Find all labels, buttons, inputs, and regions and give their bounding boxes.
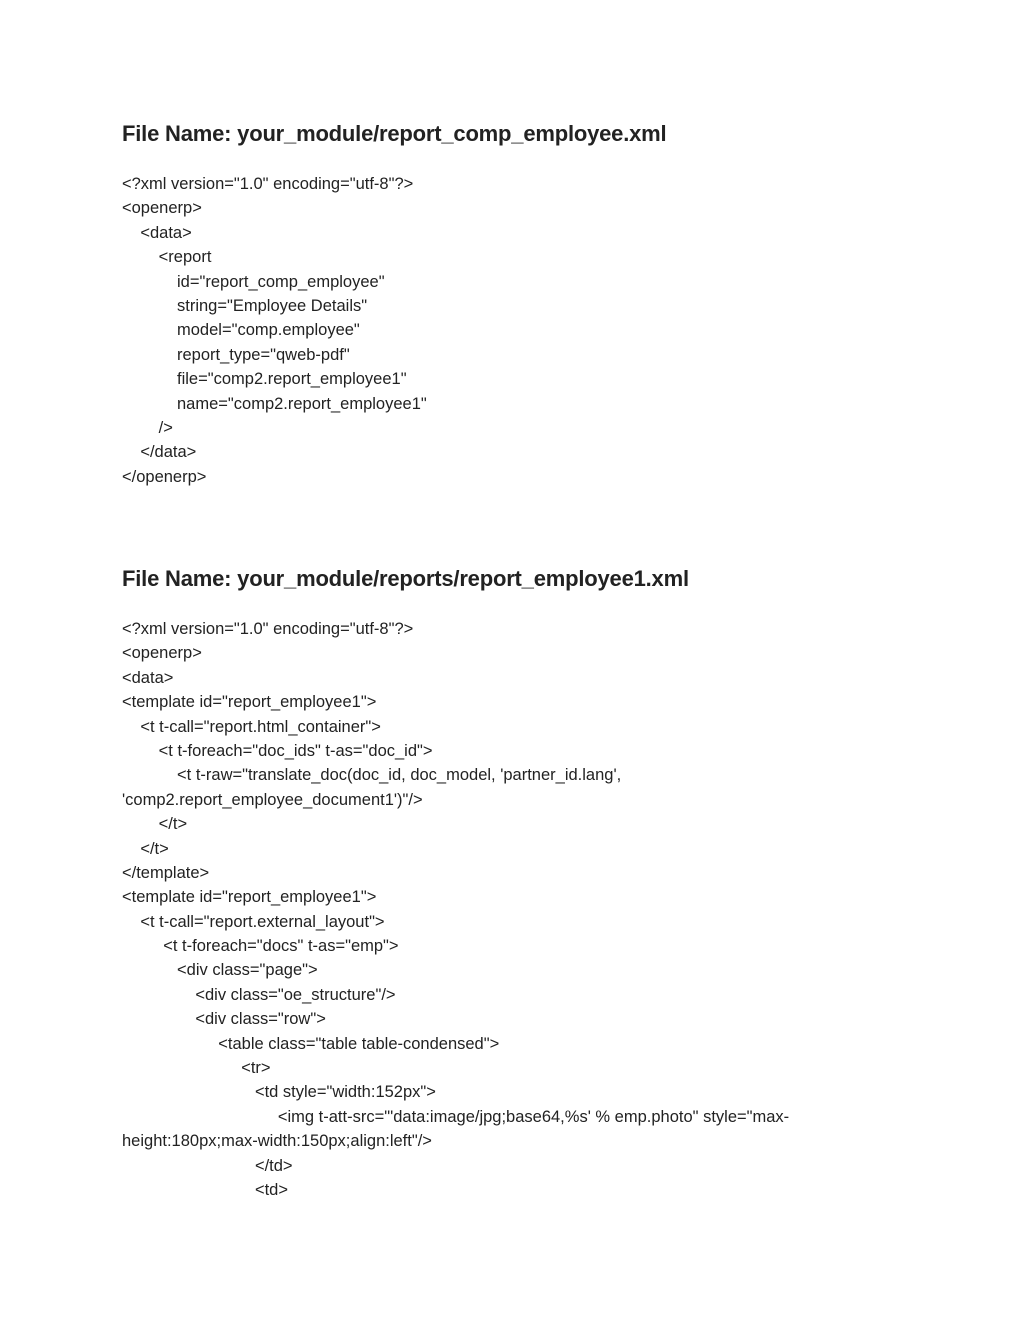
code-line: />	[122, 418, 173, 437]
code-line: <t t-raw="translate_doc(doc_id, doc_model, 'partner_id.lang',	[122, 766, 622, 785]
code-line: <tr>	[122, 1059, 271, 1078]
code-line: height:180px;max-width:150px;align:left"/>	[122, 1132, 432, 1151]
code-line: <table class="table table-condensed">	[122, 1034, 500, 1053]
code-line: <td>	[122, 1180, 288, 1199]
code-line: </td>	[122, 1156, 293, 1175]
code-line: <?xml version="1.0" encoding="utf-8"?>	[122, 620, 414, 638]
code-block	[122, 617, 902, 1202]
code-line: </data>	[122, 443, 197, 462]
code-line: <data>	[122, 223, 192, 242]
code-line: model="comp.employee"	[122, 321, 360, 340]
code-line: <t t-foreach="docs" t-as="emp">	[122, 937, 399, 956]
code-line: file="comp2.report_employee1"	[122, 370, 407, 389]
code-line: <report	[122, 248, 212, 267]
code-line: </template>	[122, 863, 210, 882]
code-line: <img t-att-src="'data:image/jpg;base64,%s' % emp.photo" style="max-	[122, 1107, 790, 1126]
code-line: <t t-call="report.external_layout">	[122, 912, 385, 931]
code-line: <data>	[122, 668, 174, 687]
file-name-heading: File Name: your_module/reports/report_employee1.xml	[122, 566, 689, 591]
code-line: string="Employee Details"	[122, 296, 368, 315]
code-line: <t t-foreach="doc_ids" t-as="doc_id">	[122, 741, 433, 760]
code-line: <td style="width:152px">	[122, 1083, 436, 1102]
code-line: 'comp2.report_employee_document1')"/>	[122, 790, 423, 809]
code-line: </openerp>	[122, 467, 207, 486]
code-line: </t>	[122, 839, 169, 858]
code-line: <div class="page">	[122, 961, 318, 980]
file-name-heading: File Name: your_module/report_comp_employee.xml	[122, 121, 667, 146]
code-line: <t t-call="report.html_container">	[122, 717, 381, 736]
code-line: <openerp>	[122, 199, 202, 218]
code-line: <?xml version="1.0" encoding="utf-8"?>	[122, 175, 414, 193]
code-line: id="report_comp_employee"	[122, 272, 385, 291]
code-line: <div class="oe_structure"/>	[122, 985, 396, 1004]
code-line: <template id="report_employee1">	[122, 888, 377, 907]
file-section-report-employee1	[122, 563, 902, 1202]
code-line: </t>	[122, 815, 188, 834]
code-line: <template id="report_employee1">	[122, 693, 377, 712]
code-block	[122, 172, 902, 489]
code-line: report_type="qweb-pdf"	[122, 345, 350, 364]
file-section-report-comp-employee	[122, 118, 902, 489]
code-line: <div class="row">	[122, 1010, 326, 1029]
code-line: name="comp2.report_employee1"	[122, 394, 427, 413]
code-line: <openerp>	[122, 644, 202, 663]
